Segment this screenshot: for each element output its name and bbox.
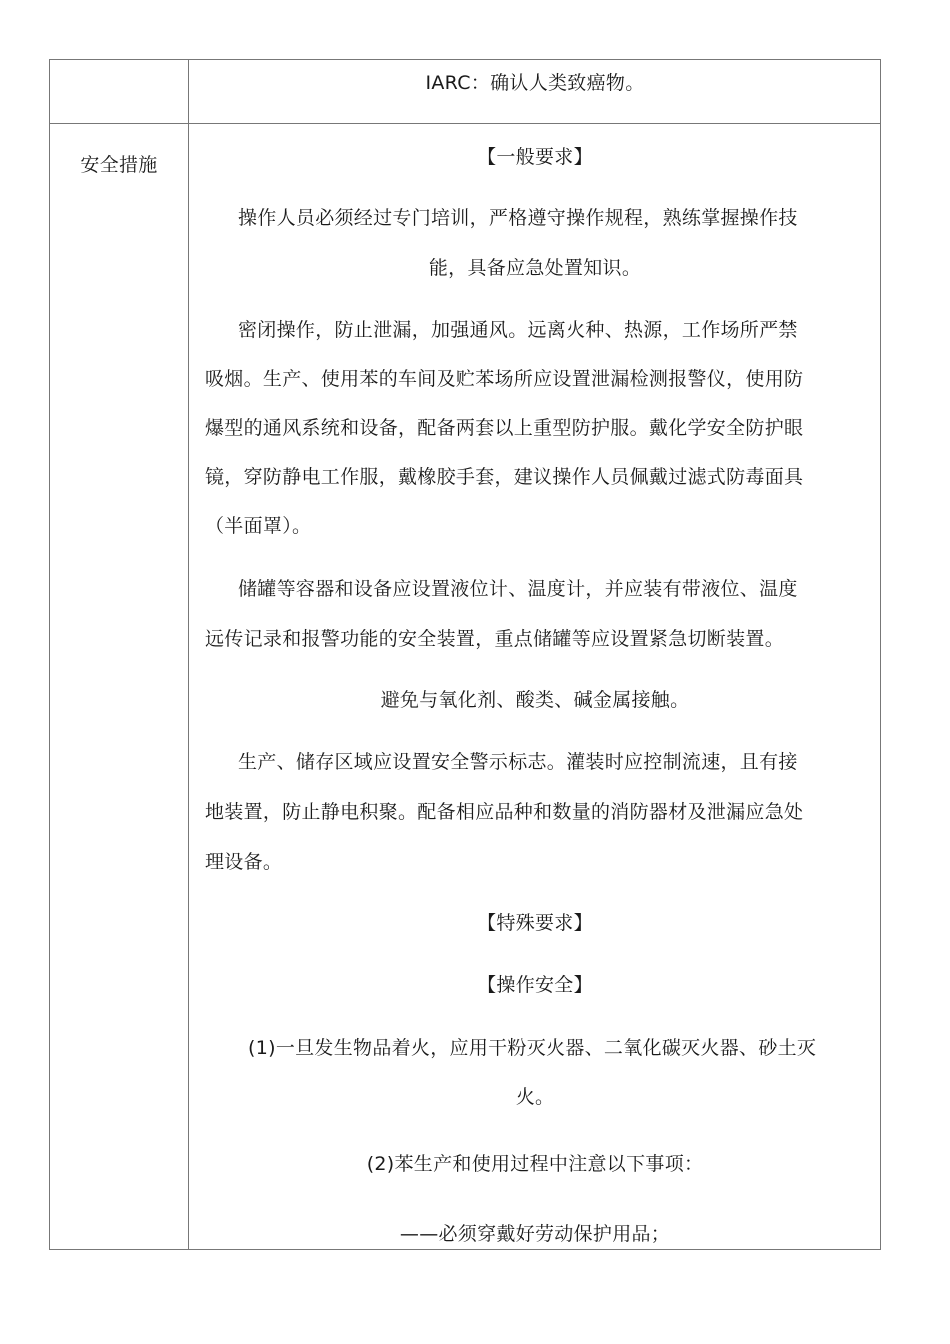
item2-precautions: (2)苯生产和使用过程中注意以下事项： xyxy=(366,1153,704,1175)
paragraph-warning-signs-line1: 生产、储存区域应设置安全警示标志。灌装时应控制流速，且有接 xyxy=(238,751,798,773)
paragraph-warning-signs-line3: 理设备。 xyxy=(205,851,283,873)
item2-sub-protective-equipment: ——必须穿戴好劳动保护用品； xyxy=(399,1223,671,1245)
general-requirements-heading: 【一般要求】 xyxy=(477,146,593,168)
paragraph-ventilation-line2: 吸烟。生产、使用苯的车间及贮苯场所应设置泄漏检测报警仪，使用防 xyxy=(205,368,804,390)
paragraph-ventilation-line1: 密闭操作，防止泄漏，加强通风。远离火种、热源，工作场所严禁 xyxy=(238,319,798,341)
paragraph-ventilation-line3: 爆型的通风系统和设备，配备两套以上重型防护服。戴化学安全防护眼 xyxy=(205,417,804,439)
column-divider xyxy=(188,60,189,1249)
operation-safety-heading: 【操作安全】 xyxy=(477,974,593,996)
paragraph-training-line2: 能，具备应急处置知识。 xyxy=(428,257,642,279)
row-divider xyxy=(50,123,880,124)
hazard-info-table xyxy=(49,59,881,1250)
special-requirements-heading: 【特殊要求】 xyxy=(477,912,593,934)
paragraph-ventilation-line4: 镜，穿防静电工作服，戴橡胶手套，建议操作人员佩戴过滤式防毒面具 xyxy=(205,466,804,488)
iarc-classification: IARC：确认人类致癌物。 xyxy=(425,72,645,94)
safety-measures-label: 安全措施 xyxy=(80,154,158,176)
paragraph-training-line1: 操作人员必须经过专门培训，严格遵守操作规程，熟练掌握操作技 xyxy=(238,207,798,229)
paragraph-storage-line1: 储罐等容器和设备应设置液位计、温度计，并应装有带液位、温度 xyxy=(238,578,798,600)
paragraph-storage-line2: 远传记录和报警功能的安全装置，重点储罐等应设置紧急切断装置。 xyxy=(205,628,785,650)
paragraph-avoid-contact: 避免与氧化剂、酸类、碱金属接触。 xyxy=(380,689,690,711)
item1-fire-line2: 火。 xyxy=(515,1086,555,1108)
paragraph-warning-signs-line2: 地装置，防止静电积聚。配备相应品种和数量的消防器材及泄漏应急处 xyxy=(205,801,804,823)
item1-fire-line1: (1)一旦发生物品着火，应用干粉灭火器、二氧化碳灭火器、砂土灭 xyxy=(248,1037,817,1059)
paragraph-ventilation-line5: （半面罩）。 xyxy=(205,515,312,537)
